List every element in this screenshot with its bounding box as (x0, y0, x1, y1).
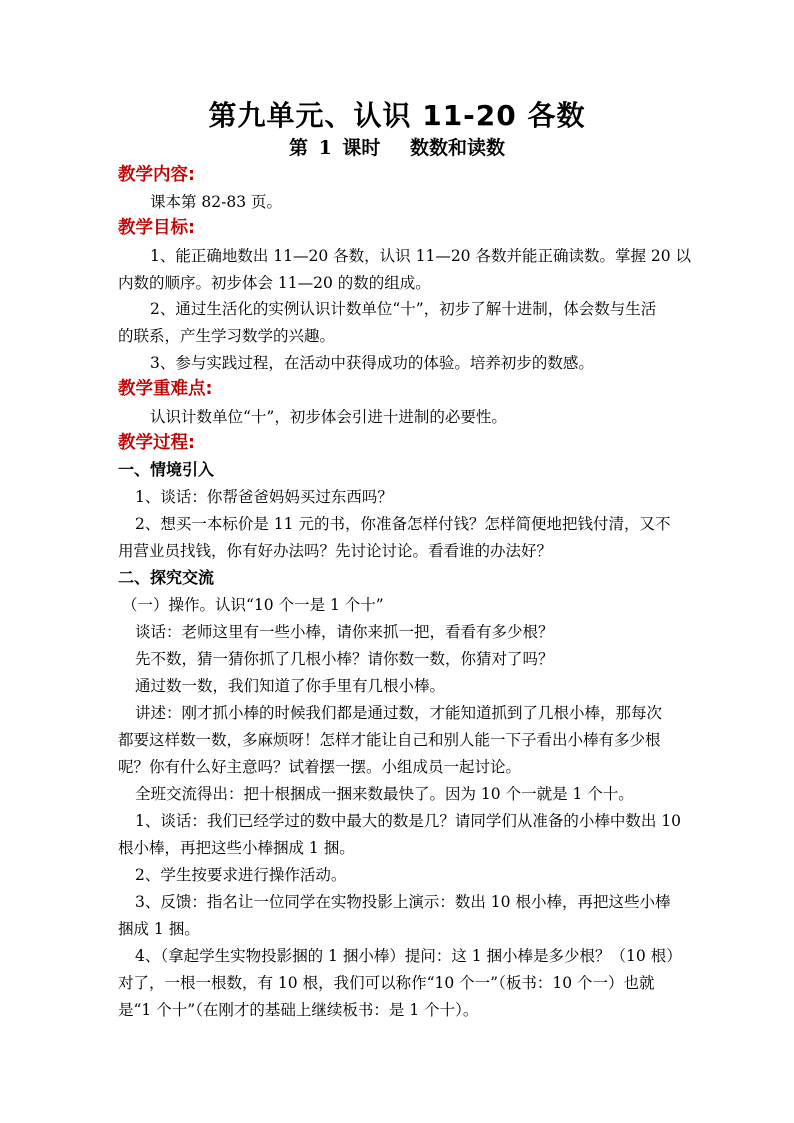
text-line: 1、谈话：你帮爸爸妈妈买过东西吗？ (135, 488, 393, 506)
page-title: 第九单元、认识 11-20 各数 (208, 99, 586, 132)
text-line: 认识计数单位“十”，初步体会引进十进制的必要性。 (150, 408, 507, 426)
section-heading-content: 教学内容: (118, 165, 195, 185)
section-heading-process: 教学过程: (118, 433, 195, 453)
text-line: 内数的顺序。初步体会 11—20 的数的组成。 (118, 274, 431, 292)
text-line: 对了，一根一根数，有 10 根，我们可以称作“10 个一”（板书：10 个一）也就 (118, 974, 655, 992)
text-line: 先不数，猜一猜你抓了几根小棒？请你数一数，你猜对了吗？ (135, 650, 554, 668)
text-line: 根小棒，再把这些小棒捆成 1 捆。 (118, 839, 355, 857)
text-line: 3、反馈：指名让一位同学在实物投影上演示：数出 10 根小棒，再把这些小棒 (135, 893, 671, 911)
text-line: 3、参与实践过程，在活动中获得成功的体验。培养初步的数感。 (150, 354, 594, 372)
text-line: 用营业员找钱，你有好办法吗？先讨论讨论。看看谁的办法好？ (118, 542, 553, 560)
text-line: 2、想买一本标价是 11 元的书，你准备怎样付钱？怎样简便地把钱付清，又不 (135, 515, 671, 533)
text-line: 谈话：老师这里有一些小棒，请你来抓一把，看看有多少根？ (135, 623, 554, 641)
lesson-subtitle: 第 1 课时 数数和读数 (288, 137, 506, 159)
text-line: 呢？你有什么好主意吗？试着摆一摆。小组成员一起讨论。 (118, 758, 522, 776)
text-line: 都要这样数一数，多麻烦呀！怎样才能让自己和别人能一下子看出小棒有多少根 (118, 731, 661, 749)
text-line: 的联系，产生学习数学的兴趣。 (118, 327, 336, 345)
text-line: 1、能正确地数出 11—20 各数，认识 11—20 各数并能正确读数。掌握 20 以 (150, 247, 692, 265)
text-line: （一）操作。认识“10 个一是 1 个十” (122, 596, 384, 614)
text-line: 4、（拿起学生实物投影捆的 1 捆小棒）提问：这 1 捆小棒是多少根？（10 根） (135, 947, 682, 965)
text-line: 通过数一数，我们知道了你手里有几根小棒。 (135, 677, 446, 695)
text-line: 捆成 1 捆。 (118, 920, 200, 938)
text-line: 课本第 82-83 页。 (150, 193, 283, 211)
section-heading-key-points: 教学重难点: (118, 379, 213, 399)
text-line: 1、谈话：我们已经学过的数中最大的数是几？请同学们从准备的小棒中数出 10 (135, 812, 682, 830)
section-heading-goals: 教学目标: (118, 218, 195, 238)
text-line: 是“1 个十”（在刚才的基础上继续板书：是 1 个十）。 (118, 1001, 479, 1019)
part-heading: 二、探究交流 (118, 568, 215, 587)
text-line: 全班交流得出：把十根捆成一捆来数最快了。因为 10 个一就是 1 个十。 (135, 785, 634, 803)
part-heading: 一、情境引入 (118, 460, 215, 479)
text-line: 2、学生按要求进行操作活动。 (135, 866, 347, 884)
text-line: 2、通过生活化的实例认识计数单位“十”，初步了解十进制，体会数与生活 (150, 300, 657, 318)
text-line: 讲述：刚才抓小棒的时候我们都是通过数，才能知道抓到了几根小棒，那每次 (135, 704, 663, 722)
